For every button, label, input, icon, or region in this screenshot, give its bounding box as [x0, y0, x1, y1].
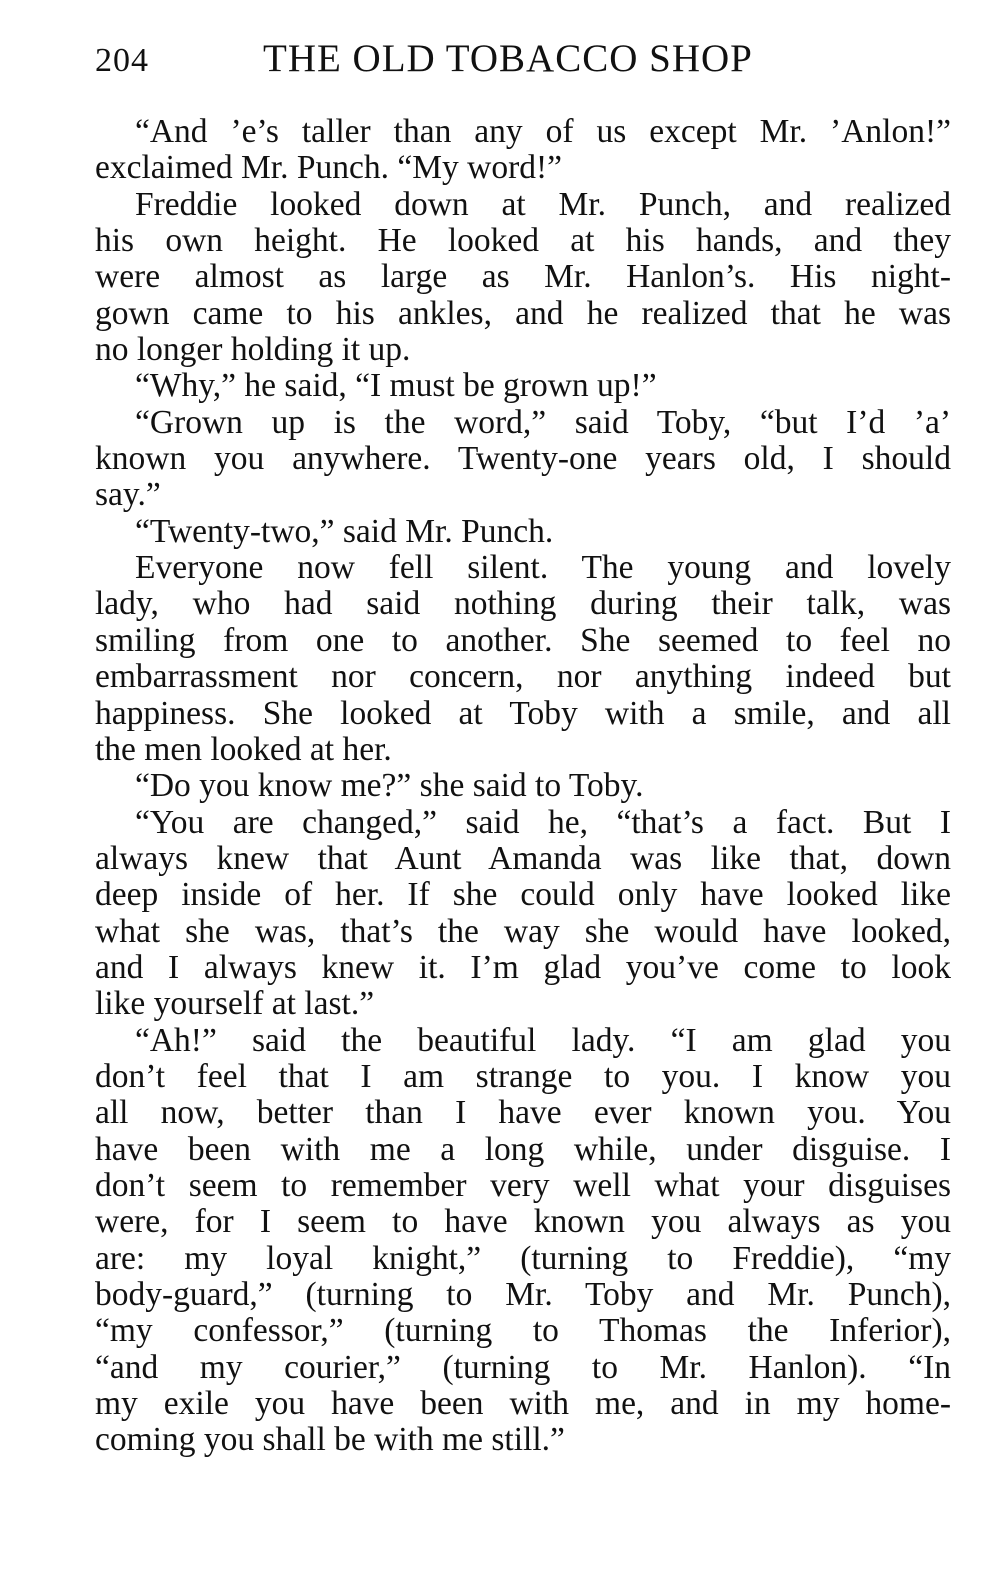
text-line: “Do you know me?” she said to Toby. — [135, 768, 644, 805]
text-line: what she was, that’s the way she would have looked, — [95, 913, 951, 950]
text-line: don’t seem to remember very well what your disguises — [95, 1167, 951, 1204]
text-line: “Twenty-two,” said Mr. Punch. — [135, 513, 554, 550]
text-line: and I always knew it. I’m glad you’ve come to look — [95, 949, 951, 986]
text-line: have been with me a long while, under disguise. I — [95, 1131, 951, 1168]
text-line: were almost as large as Mr. Hanlon’s. His night- — [95, 259, 951, 296]
text-line: “Grown up is the word,” said Toby, “but I’d ’a’ — [135, 404, 951, 441]
text-line: happiness. She looked at Toby with a smile, and all — [95, 695, 951, 732]
text-line: all now, better than I have ever known you. You — [95, 1095, 951, 1132]
text-line: Freddie looked down at Mr. Punch, and realized — [135, 186, 951, 223]
text-line: embarrassment nor concern, nor anything indeed but — [95, 659, 951, 696]
text-line: his own height. He looked at his hands, and they — [95, 223, 951, 260]
text-line: say.” — [95, 477, 161, 514]
text-line: don’t feel that I am strange to you. I know you — [95, 1058, 951, 1095]
text-line: deep inside of her. If she could only have looked like — [95, 877, 951, 914]
text-line: the men looked at her. — [95, 731, 392, 768]
text-line: body-guard,” (turning to Mr. Toby and Mr. Punch), — [95, 1277, 951, 1313]
text-line: exclaimed Mr. Punch. “My word!” — [95, 150, 563, 187]
text-line: “Ah!” said the beautiful lady. “I am glad you — [135, 1022, 951, 1059]
text-line: known you anywhere. Twenty-one years old, I should — [95, 441, 951, 478]
text-line: “my confessor,” (turning to Thomas the Inferior), — [95, 1313, 951, 1350]
text-line: are: my loyal knight,” (turning to Freddie), “my — [95, 1240, 951, 1277]
text-line: gown came to his ankles, and he realized that he was — [95, 295, 951, 332]
body-text — [95, 114, 951, 1459]
text-line: no longer holding it up. — [95, 332, 411, 369]
text-line: “Why,” he said, “I must be grown up!” — [135, 368, 657, 405]
text-line: “And ’e’s taller than any of us except Mr. ’Anlon!” — [135, 114, 951, 150]
text-line: smiling from one to another. She seemed to feel no — [95, 622, 951, 659]
page-number: 204 — [95, 42, 149, 79]
text-line: my exile you have been with me, and in my home- — [95, 1386, 951, 1423]
text-line: Everyone now fell silent. The young and lovely — [135, 550, 951, 587]
text-line: always knew that Aunt Amanda was like that, down — [95, 840, 951, 877]
page-header — [95, 34, 951, 84]
text-line: coming you shall be with me still.” — [95, 1422, 565, 1459]
text-line: lady, who had said nothing during their talk, was — [95, 586, 951, 623]
text-line: like yourself at last.” — [95, 986, 375, 1023]
running-title: THE OLD TOBACCO SHOP — [263, 37, 753, 80]
text-line: were, for I seem to have known you always as you — [95, 1204, 951, 1241]
text-line: “You are changed,” said he, “that’s a fact. But I — [135, 804, 951, 841]
text-line: “and my courier,” (turning to Mr. Hanlon). “In — [95, 1349, 951, 1386]
